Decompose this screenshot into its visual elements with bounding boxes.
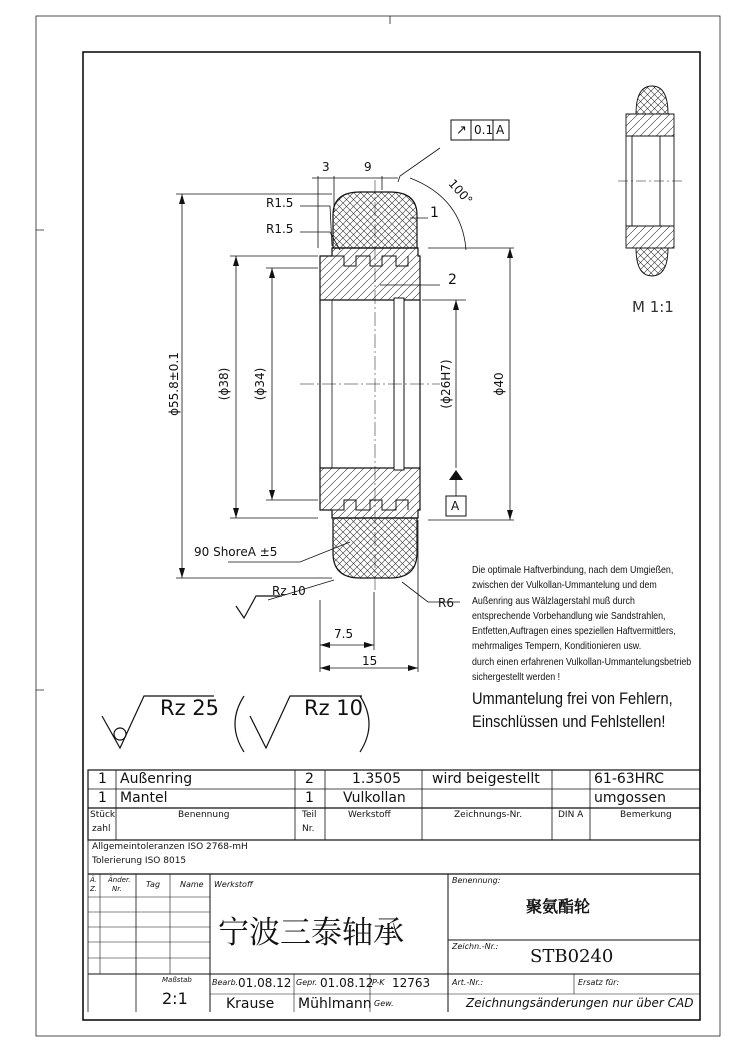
- dim-r6: R6: [438, 596, 454, 610]
- row1-drawing-no: wird beigestellt: [432, 771, 540, 787]
- benennung-label: Benennung:: [452, 876, 501, 885]
- row2-qty: 1: [98, 790, 107, 806]
- dim-r2: R1.5: [266, 222, 294, 236]
- pk-value: 12763: [392, 976, 431, 990]
- hdr-name: Benennung: [178, 810, 230, 820]
- note-line: durch einen erfahrenen Vulkollan-Ummantelungsbetrieb: [472, 656, 692, 668]
- small-view: [618, 86, 682, 276]
- day-label: Tag: [146, 880, 161, 889]
- dim-7-5: 7.5: [334, 627, 354, 641]
- datum-a-label: A: [451, 499, 460, 513]
- dim-15: 15: [362, 654, 378, 668]
- item-1: 1: [430, 205, 439, 221]
- dim-dia-34: (ϕ34): [253, 367, 267, 401]
- hdr-part-1: Teil: [302, 810, 317, 820]
- name-label: Name: [180, 880, 204, 889]
- company-name: 宁波三泰轴承: [218, 915, 404, 951]
- section-view: [300, 180, 440, 590]
- row1-name: Außenring: [120, 771, 193, 787]
- note-line: Außenring aus Wälzlagerstahl muß durch: [472, 595, 635, 607]
- row1-remark: 61-63HRC: [594, 771, 665, 787]
- dim-angle: 100°: [445, 176, 476, 208]
- change-no-label-1: Änder.: [108, 876, 131, 884]
- checked-date: 01.08.12: [320, 976, 374, 990]
- note-emphasis-2: Einschlüssen und Fehlstellen!: [472, 712, 666, 732]
- scale-block-label: Maßstab: [162, 976, 192, 984]
- rz-25-label: Rz 25: [160, 696, 220, 720]
- note-line: sichergestellt werden !: [472, 672, 561, 684]
- rev-a-label: Ä.: [90, 876, 98, 884]
- note-line: entsprechende Vorbehandlung wie Sandstrahlen,: [472, 610, 666, 622]
- row2-name: Mantel: [120, 790, 168, 806]
- hdr-qty-1: Stück: [90, 810, 116, 820]
- drawing-title: 聚氨酯轮: [526, 897, 591, 916]
- drawn-date: 01.08.12: [238, 976, 292, 990]
- row1-part: 2: [305, 771, 314, 787]
- hdr-material: Werkstoff: [348, 810, 391, 820]
- general-tolerances: Allgemeintoleranzen ISO 2768-mH: [92, 842, 248, 852]
- checked-label: Gepr.: [296, 978, 318, 987]
- zeichn-no-label: Zeichn.-Nr.:: [452, 942, 499, 951]
- rz-small-label: Rz 10: [272, 584, 306, 598]
- note-line: zwischen der Vulkollan-Ummantelung und dem: [472, 580, 657, 592]
- row2-remark: umgossen: [594, 790, 667, 806]
- drawn-by: Krause: [226, 996, 275, 1012]
- item-2: 2: [448, 272, 457, 288]
- drawing-number: STB0240: [530, 946, 614, 967]
- gdt-datum: A: [496, 123, 505, 137]
- cad-footer-note: Zeichnungsänderungen nur über CAD: [466, 996, 694, 1010]
- dim-dia-26: (ϕ26H7): [439, 359, 453, 409]
- row1-material: 1.3505: [352, 771, 401, 787]
- article-no-label: Art.-Nr.:: [452, 978, 484, 987]
- scale-label: M 1:1: [632, 298, 674, 316]
- rz-10-label: Rz 10: [304, 696, 364, 720]
- note-line: Die optimale Haftverbindung, nach dem Umgießen,: [472, 565, 674, 576]
- note-emphasis-1: Ummantelung frei von Fehlern,: [472, 689, 673, 709]
- change-no-label-2: Nr.: [112, 885, 122, 893]
- weight-label: Gew.: [374, 999, 394, 1008]
- drawn-label: Bearb.: [212, 978, 239, 987]
- dim-3: 3: [322, 160, 330, 174]
- pk-label: P-K: [372, 978, 385, 987]
- scale-value: 2:1: [162, 989, 188, 1008]
- hdr-drawing-no: Zeichnungs-Nr.: [454, 810, 523, 820]
- hdr-part-2: Nr.: [302, 824, 315, 834]
- tolerancing-standard: Tolerierung ISO 8015: [92, 856, 187, 866]
- checked-by: Mühlmann: [298, 996, 372, 1012]
- dim-dia-38: (ϕ38): [217, 367, 231, 401]
- note-line: mehrmaliges Tempern, Konditionieren usw.: [472, 641, 642, 653]
- hardness-label: 90 ShoreA ±5: [194, 545, 278, 559]
- note-line: Entfetten,Auftragen eines speziellen Haftvermittlers,: [472, 626, 676, 638]
- hdr-din: DIN A: [558, 810, 584, 820]
- gdt-arrow: ↗: [456, 123, 467, 138]
- row2-part: 1: [305, 790, 314, 806]
- dim-r1: R1.5: [266, 196, 294, 210]
- hdr-qty-2: zahl: [92, 824, 111, 834]
- dim-dia-55: ϕ55.8±0.1: [167, 352, 181, 416]
- replacement-label: Ersatz für:: [578, 978, 620, 987]
- manufacturing-note: [472, 563, 692, 733]
- gdt-tolerance: 0.1: [474, 123, 494, 137]
- surface-finish-symbols: [102, 596, 369, 752]
- rev-z-label: Z.: [90, 885, 98, 893]
- material-label: Werkstoff: [214, 880, 253, 889]
- row1-qty: 1: [98, 771, 107, 787]
- dim-9: 9: [364, 160, 372, 174]
- row2-material: Vulkollan: [343, 790, 406, 806]
- hdr-remark: Bemerkung: [620, 810, 672, 820]
- dim-dia-40: ϕ40: [492, 372, 506, 396]
